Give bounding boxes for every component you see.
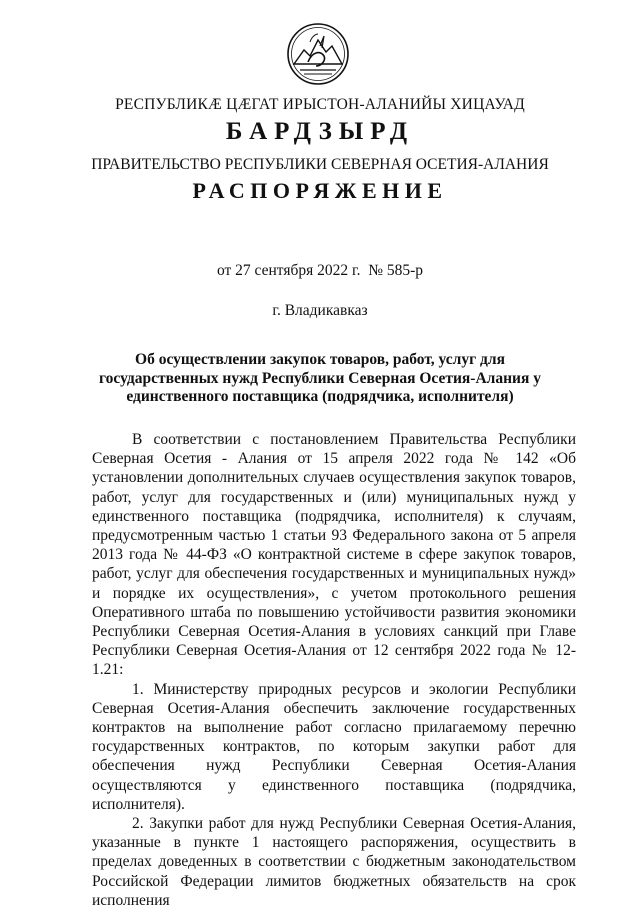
paragraph-preamble: В соответствии с постановлением Правительства Республики Северная Осетия - Алания от 15 апреля 2022 года № 142 «Об установлении дополнительных случаев осуществления закупок товаров, работ, услуг для государственных и (или) муниципальных нужд у единственного поставщика (подрядчика, исполнителя) к случаям, предусмотренным частью 1 статьи 93 Федерального закона от 5 апреля 2013 года № 44-ФЗ «О контрактной системе в сфере закупок товаров, работ, услуг для обеспечения государственных и муниципальных нужд» и порядке их осуществления», с учетом протокольного решения Оперативного штаба по повышению устойчивости развития экономики Республики Северная Осетия-Алания в условиях санкций при Главе Республики Северная Осетия-Алания от 12 сентября 2022 года № 12-1.21: [92, 431, 576, 679]
header-ossetian-order-title: БАРДЗЫРД [225, 118, 415, 145]
header-russian-government: ПРАВИТЕЛЬСТВО РЕСПУБЛИКИ СЕВЕРНАЯ ОСЕТИЯ-АЛАНИЯ [91, 156, 549, 173]
document-title: Об осуществлении закупок товаров, работ, услуг для государственных нужд Республики Северная Осетия-Алания у единственного поставщика (подрядчика, исполнителя) [99, 351, 541, 406]
header-ossetian-government: РЕСПУБЛИКÆ ЦÆГАТ ИРЫСТОН-АЛАНИЙЫ ХИЦАУАД [115, 96, 525, 113]
document-city: г. Владикавказ [272, 302, 368, 319]
paragraph-item-2: 2. Закупки работ для нужд Республики Северная Осетия-Алания, указанные в пункте 1 настоящего распоряжения, осуществить в пределах доведенных в соответствии с бюджетным законодательством Российской Федерации лимитов бюджетных обязательств на срок исполнения [92, 815, 576, 909]
document-body [92, 430, 576, 910]
document-date-number: от 27 сентября 2022 г. № 585-р [216, 262, 424, 279]
coat-of-arms-emblem [286, 22, 350, 86]
paragraph-item-1: 1. Министерству природных ресурсов и экологии Республики Северная Осетия-Алания обеспечить заключение государственных контрактов на выполнение работ согласно прилагаемому перечню государственных контрактов, по которым закупки работ для обеспечения нужд Республики Северная Осетия-Алания осуществляются у единственного поставщика (подрядчика, исполнителя). [92, 680, 576, 813]
header-russian-order-title: РАСПОРЯЖЕНИЕ [192, 178, 448, 203]
